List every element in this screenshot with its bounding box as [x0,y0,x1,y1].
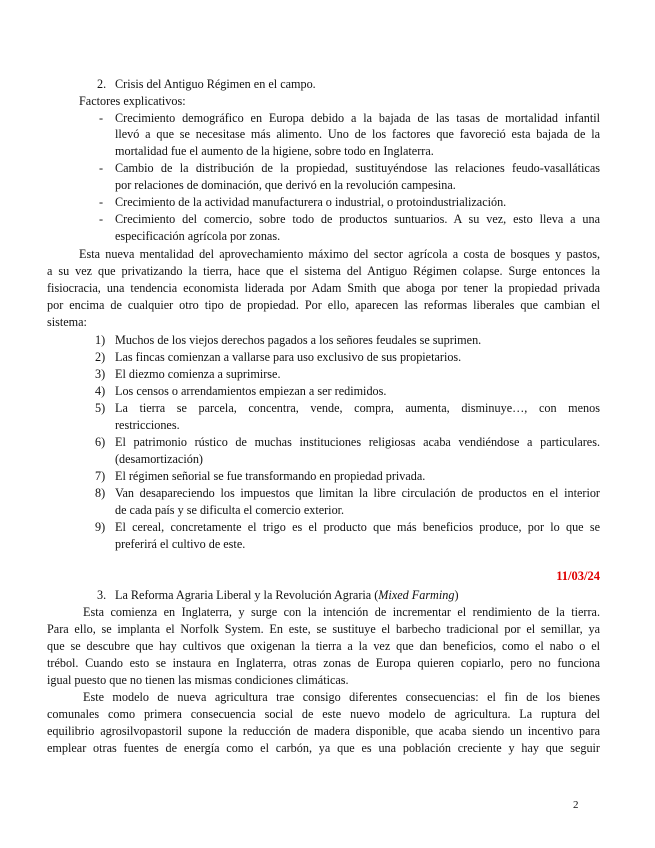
reform-number: 5) [95,401,106,415]
paragraph-line-3: fisiocracia, una tendencia economista liderada por Adam Smith que aboga por tener la propiedad privada [47,281,600,295]
section-2-number: 2. [97,77,107,91]
reform-4-line-1: Los censos o arrendamientos empiezan a ser redimidos. [115,384,387,398]
section-3-title-end: ) [454,588,459,602]
reform-7-line-1: El régimen señorial se fue transformando en propiedad privada. [115,469,426,483]
section-3-number: 3. [97,588,107,602]
reform-8-line-2: de cada país y se dificulta el comercio exterior. [115,503,345,517]
bullet-4-line-1: Crecimiento del comercio, sobre todo de productos suntuarios. A su vez, esto lleva a una [115,212,600,226]
reform-5-line-2: restricciones. [115,418,180,432]
section-2-title: Crisis del Antiguo Régimen en el campo. [115,77,316,91]
reform-number: 4) [95,384,106,398]
reform-6-line-1: El patrimonio rústico de muchas instituciones religiosas acaba vendiéndose a particulares. [115,435,600,449]
paragraph-line-2: a su vez que privatizando la tierra, hace que el sistema del Antiguo Régimen colapse. Surge entonces la [47,264,600,278]
bullet-1-line-2: llevó a que se necesitase más alimento. Uno de los factores que favoreció esta bajada de la [115,127,600,141]
reform-6-line-2: (desamortización) [115,452,203,466]
bullet-marker: - [99,195,104,209]
reform-3-line-1: El diezmo comienza a suprimirse. [115,367,281,381]
bullet-3-line-1: Crecimiento de la actividad manufacturera o industrial, o protoindustrialización. [115,195,507,209]
factors-label: Factores explicativos: [79,94,186,108]
reform-9-line-1: El cereal, concretamente el trigo es el producto que más beneficios produce, por lo que se [115,520,600,534]
reform-9-line-2: preferirá el cultivo de este. [115,537,246,551]
s3-p2-line-2: comunales como primera consecuencia social de este nuevo modelo de agricultura. La ruptura del [47,707,600,721]
paragraph-line-1: Esta nueva mentalidad del aprovechamiento máximo del sector agrícola a costa de bosques y pastos, [79,247,600,261]
s3-p2-line-3: equilibrio agrosilvopastoril supone la reducción de madera disponible, que acaba siendo un incentivo para [47,724,600,738]
s3-p1-line-2: Para ello, se implanta el Norfolk System. En este, se sustituye el barbecho tradicional por el semillar, ya [47,622,600,636]
s3-p1-line-4: trébol. Cuando esto se instaura en Inglaterra, otras zonas de Europa quieren copiarlo, pero no funciona [47,656,600,670]
reform-number: 1) [95,333,106,347]
s3-p2-line-4: emplear otras fuentes de energía como el carbón, ya que es una población creciente y hay que seguir [47,741,600,755]
s3-p1-line-3: que se descubre que hay cultivos que oxigenan la tierra a la vez que dan beneficios, como el nabo o el [47,639,600,653]
bullet-1-line-1: Crecimiento demográfico en Europa debido a la bajada de las tasas de mortalidad infantil [115,111,600,125]
reform-number: 3) [95,367,106,381]
section-3-title [115,587,459,603]
bullet-marker: - [99,212,104,226]
reform-number: 8) [95,486,106,500]
section-3-title-italic: Mixed Farming [378,588,455,602]
bullet-marker: - [99,161,104,175]
reform-8-line-1: Van desapareciendo los impuestos que limitan la libre circulación de productos en el interior [115,486,600,500]
section-3-title-start: La Reforma Agraria Liberal y la Revolución Agraria ( [115,588,379,602]
paragraph-line-4: por encima de cualquier otro tipo de propiedad. Por ello, aparecen las reformas liberales que cambian el [47,298,600,312]
page-number: 2 [573,799,579,811]
reform-5-line-1: La tierra se parcela, concentra, vende, compra, aumenta, disminuye…, con menos [115,401,600,415]
reform-number: 9) [95,520,106,534]
s3-p1-line-1: Esta comienza en Inglaterra, y surge con la intención de incrementar el rendimiento de la tierra. [83,605,600,619]
bullet-1-line-3: mortalidad fue el aumento de la higiene, sobre todo en Inglaterra. [115,144,434,158]
reform-number: 6) [95,435,106,449]
bullet-marker: - [99,111,104,125]
date-label: 11/03/24 [556,569,600,583]
paragraph-line-5: sistema: [47,315,87,329]
reform-number: 7) [95,469,106,483]
s3-p1-line-5: igual puesto que no tienen las mismas condiciones climáticas. [47,673,349,687]
s3-p2-line-1: Este modelo de nueva agricultura trae consigo diferentes consecuencias: el fin de los bienes [83,690,600,704]
bullet-2-line-1: Cambio de la distribución de la propiedad, sustituyéndose las relaciones feudo-vasalláticas [115,161,600,175]
reform-2-line-1: Las fincas comienzan a vallarse para uso exclusivo de sus propietarios. [115,350,462,364]
reform-1-line-1: Muchos de los viejos derechos pagados a los señores feudales se suprimen. [115,333,482,347]
bullet-2-line-2: por relaciones de dominación, que derivó en la revolución campesina. [115,178,456,192]
bullet-4-line-2: especificación agrícola por zonas. [115,229,281,243]
reform-number: 2) [95,350,106,364]
